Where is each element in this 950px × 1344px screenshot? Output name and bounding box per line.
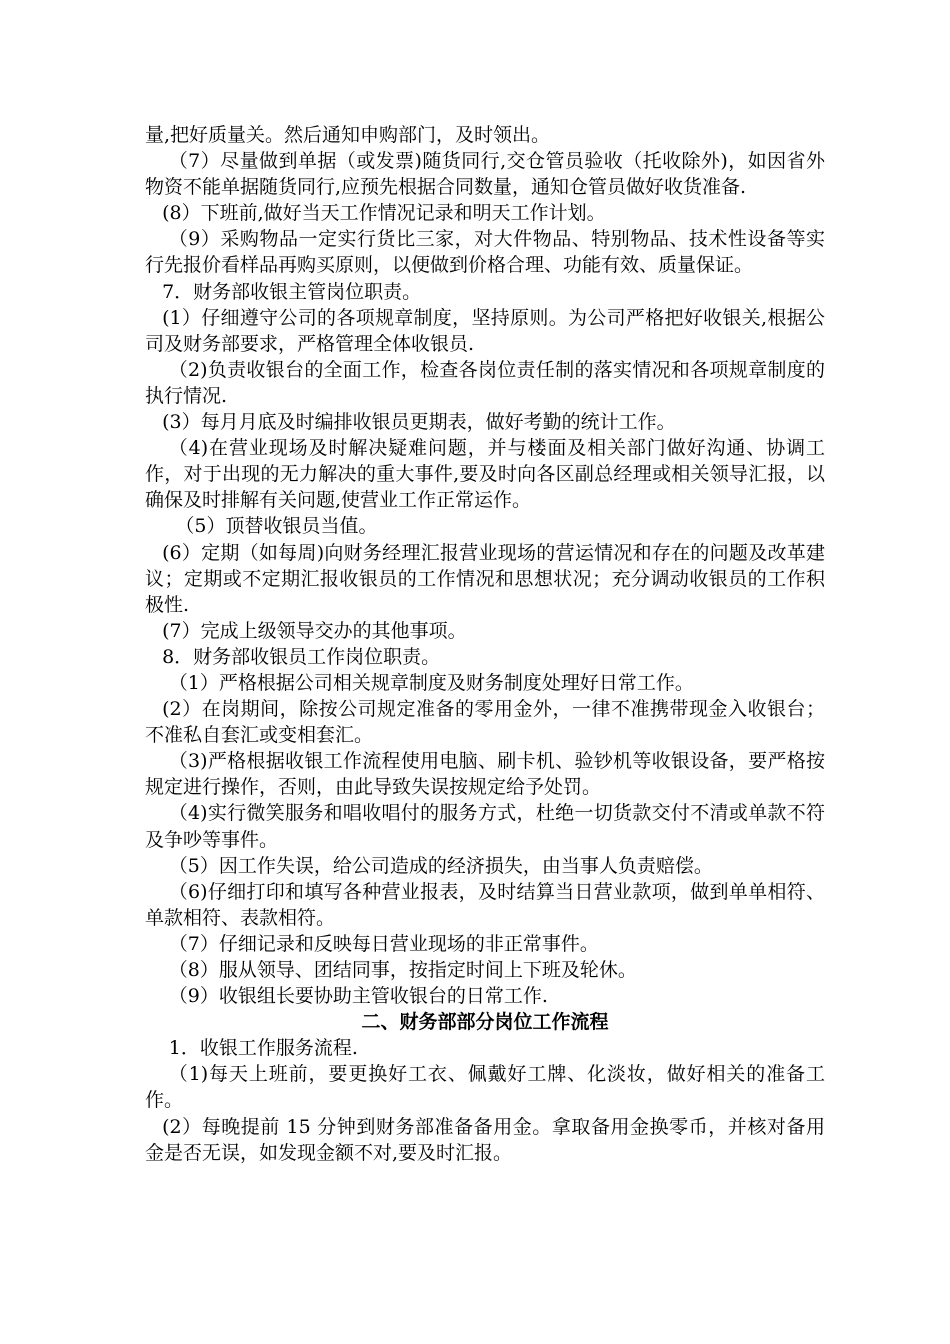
- paragraph: （4)实行微笑服务和唱收唱付的服务方式，杜绝一切货款交付不清或单款不符及争吵等事件。: [145, 802, 825, 851]
- paragraph: (3）每月月底及时编排收银员更期表，做好考勤的统计工作。: [162, 411, 676, 434]
- paragraph: （4)在营业现场及时解决疑难问题，并与楼面及相关部门做好沟通、协调工作，对于出现的无力解决的重大事件,要及时向各区副总经理或相关领导汇报，以确保及时排解有关问题,使营业工作正常运作。: [145, 437, 825, 512]
- paragraph: （3)严格根据收银工作流程使用电脑、刷卡机、验钞机等收银设备，要严格按规定进行操作，否则，由此导致失误按规定给予处罚。: [145, 750, 825, 799]
- paragraph: (2）每晚提前 15 分钟到财务部准备备用金。拿取备用金换零币，并核对备用金是否无误，如发现金额不对,要及时汇报。: [145, 1115, 825, 1164]
- section-heading: 二、财务部部分岗位工作流程: [361, 1011, 609, 1034]
- paragraph: （9）收银组长要协助主管收银台的日常工作.: [168, 985, 548, 1008]
- paragraph: 量,把好质量关。然后通知申购部门，及时领出。: [145, 124, 551, 146]
- paragraph: （5）顶替收银员当值。: [175, 515, 378, 538]
- paragraph: 8．财务部收银员工作岗位职责。: [162, 645, 441, 668]
- paragraph: （1)每天上班前，要更换好工衣、佩戴好工牌、化淡妆，做好相关的准备工作。: [145, 1063, 825, 1112]
- paragraph: 7．财务部收银主管岗位职责。: [162, 280, 422, 303]
- paragraph: 1．收银工作服务流程.: [168, 1037, 358, 1060]
- paragraph: （5）因工作失误，给公司造成的经济损失，由当事人负责赔偿。: [168, 854, 713, 877]
- paragraph: （9）采购物品一定实行货比三家，对大件物品、特别物品、技术性设备等实行先报价看样品再购买原则，以便做到价格合理、功能有效、质量保证。: [145, 228, 825, 277]
- paragraph: (2）在岗期间，除按公司规定准备的零用金外，一律不准携带现金入收银台；不准私自套汇或变相套汇。: [145, 698, 825, 747]
- paragraph: (1）仔细遵守公司的各项规章制度，坚持原则。为公司严格把好收银关,根据公司及财务部要求，严格管理全体收银员.: [145, 306, 825, 355]
- paragraph: （1）严格根据公司相关规章制度及财务制度处理好日常工作。: [168, 671, 694, 694]
- paragraph: （8）服从领导、团结同事，按指定时间上下班及轮休。: [168, 959, 637, 981]
- paragraph: （7）仔细记录和反映每日营业现场的非正常事件。: [168, 932, 599, 955]
- paragraph: （2)负责收银台的全面工作，检查各岗位责任制的落实情况和各项规章制度的执行情况.: [145, 358, 825, 407]
- document-body: [145, 122, 825, 1166]
- paragraph: (7）完成上级领导交办的其他事项。: [162, 619, 467, 642]
- paragraph: （7）尽量做到单据（或发票)随货同行,交仓管员验收（托收除外)，如因省外物资不能单据随货同行,应预先根据合同数量，通知仓管员做好收货准备.: [145, 150, 825, 199]
- paragraph: （6)仔细打印和填写各种营业报表，及时结算当日营业款项，做到单单相符、单款相符、表款相符。: [145, 880, 825, 929]
- paragraph: (6）定期（如每周)向财务经理汇报营业现场的营运情况和存在的问题及改革建议；定期或不定期汇报收银员的工作情况和思想状况；充分调动收银员的工作积极性.: [145, 541, 825, 616]
- paragraph: (8）下班前,做好当天工作情况记录和明天工作计划。: [162, 202, 606, 225]
